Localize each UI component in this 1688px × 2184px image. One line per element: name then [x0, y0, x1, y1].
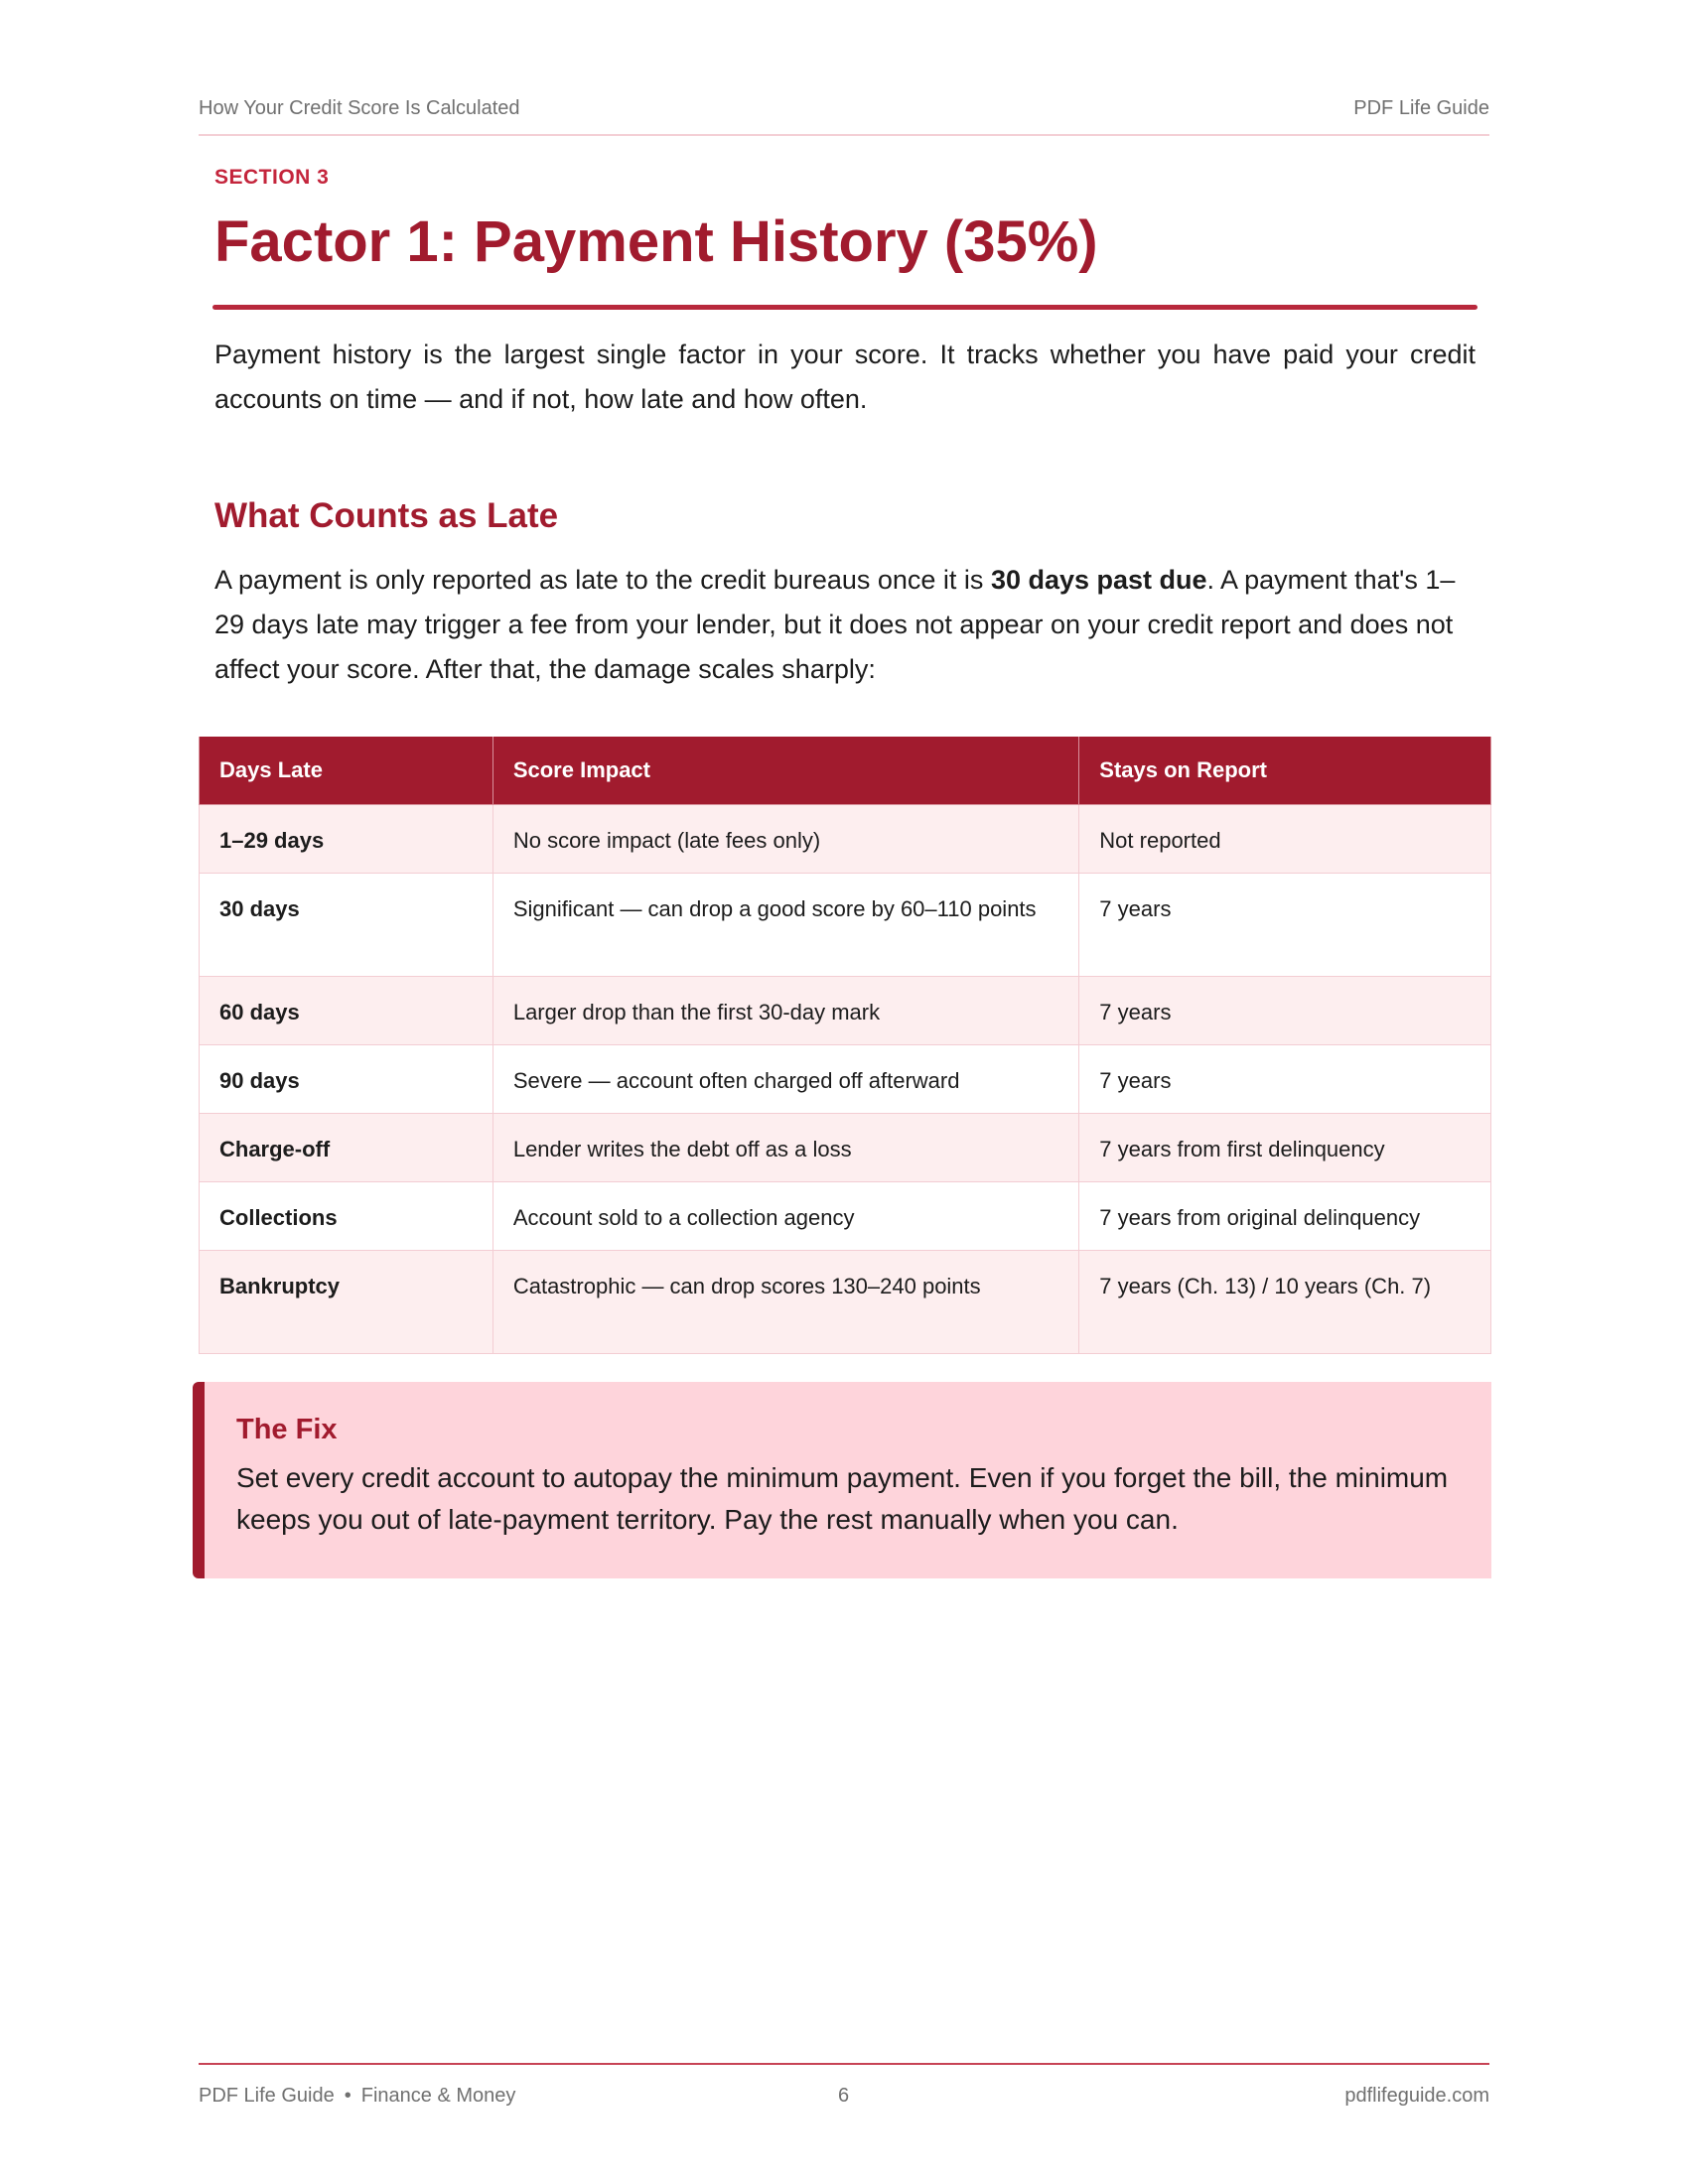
cell-score-impact: Severe — account often charged off afterward	[492, 1045, 1078, 1114]
header-document-title: How Your Credit Score Is Calculated	[199, 97, 520, 119]
cell-stays-on-report: Not reported	[1079, 805, 1491, 874]
paragraph-emphasis: 30 days past due	[990, 565, 1207, 595]
cell-days-late: Charge-off	[200, 1114, 493, 1182]
cell-days-late: 30 days	[200, 874, 493, 977]
page-number: 6	[838, 2085, 850, 2107]
section-label: SECTION 3	[214, 166, 330, 189]
cell-score-impact: Significant — can drop a good score by 60–110 points	[492, 874, 1078, 977]
footer-category: Finance & Money	[360, 2085, 516, 2107]
column-header-score-impact: Score Impact	[492, 737, 1078, 805]
table-row	[200, 1182, 1491, 1251]
column-header-stays-on-report: Stays on Report	[1079, 737, 1491, 805]
cell-score-impact: Lender writes the debt off as a loss	[492, 1114, 1078, 1182]
late-payment-table	[199, 737, 1491, 1354]
footer-site: pdflifeguide.com	[1344, 2085, 1489, 2107]
late-payment-paragraph	[214, 558, 1479, 692]
callout-text: Set every credit account to autopay the minimum payment. Even if you forget the bill, the minimum keeps you out of late-payment territory. Pay the rest manually when you can.	[236, 1462, 1449, 1535]
cell-days-late: Collections	[200, 1182, 493, 1251]
table-header-row	[200, 737, 1491, 805]
header-guide-name: PDF Life Guide	[1353, 97, 1489, 119]
paragraph-text-end: . A payment that's 1–29 days late may trigger a fee from your lender, but it does not appear on your credit report and does not affect your score. After that, the damage scales sharply:	[214, 565, 1456, 684]
cell-stays-on-report: 7 years	[1079, 874, 1491, 977]
callout-title: The Fix	[236, 1414, 338, 1445]
cell-days-late: 60 days	[200, 977, 493, 1045]
cell-stays-on-report: 7 years	[1079, 977, 1491, 1045]
subsection-heading: What Counts as Late	[214, 496, 559, 535]
cell-stays-on-report: 7 years from first delinquency	[1079, 1114, 1491, 1182]
cell-stays-on-report: 7 years from original delinquency	[1079, 1182, 1491, 1251]
paragraph-text-start: A payment is only reported as late to the credit bureaus once it is	[214, 565, 991, 595]
cell-days-late: 90 days	[200, 1045, 493, 1114]
footer-separator: •	[344, 2085, 352, 2107]
table-row	[200, 1114, 1491, 1182]
running-header	[199, 97, 1489, 120]
cell-score-impact: Account sold to a collection agency	[492, 1182, 1078, 1251]
cell-stays-on-report: 7 years	[1079, 1045, 1491, 1114]
cell-score-impact: Larger drop than the first 30-day mark	[492, 977, 1078, 1045]
cell-days-late: Bankruptcy	[200, 1251, 493, 1354]
footer-brand-line	[199, 2085, 515, 2108]
footer-brand: PDF Life Guide	[199, 2085, 335, 2107]
title-underline	[212, 305, 1477, 310]
header-divider	[199, 134, 1489, 136]
cell-stays-on-report: 7 years (Ch. 13) / 10 years (Ch. 7)	[1079, 1251, 1491, 1354]
intro-paragraph: Payment history is the largest single factor in your score. It tracks whether you have paid your credit accounts on time — and if not, how late and how often.	[214, 340, 1476, 414]
table-row	[200, 874, 1491, 977]
cell-score-impact: No score impact (late fees only)	[492, 805, 1078, 874]
table-row	[200, 805, 1491, 874]
page-title: Factor 1: Payment History (35%)	[214, 209, 1098, 274]
table-row	[200, 1045, 1491, 1114]
cell-score-impact: Catastrophic — can drop scores 130–240 points	[492, 1251, 1078, 1354]
table-row	[200, 977, 1491, 1045]
footer-divider	[199, 2063, 1489, 2065]
column-header-days-late: Days Late	[200, 737, 493, 805]
cell-days-late: 1–29 days	[200, 805, 493, 874]
fix-callout	[193, 1382, 1491, 1578]
table-row	[200, 1251, 1491, 1354]
